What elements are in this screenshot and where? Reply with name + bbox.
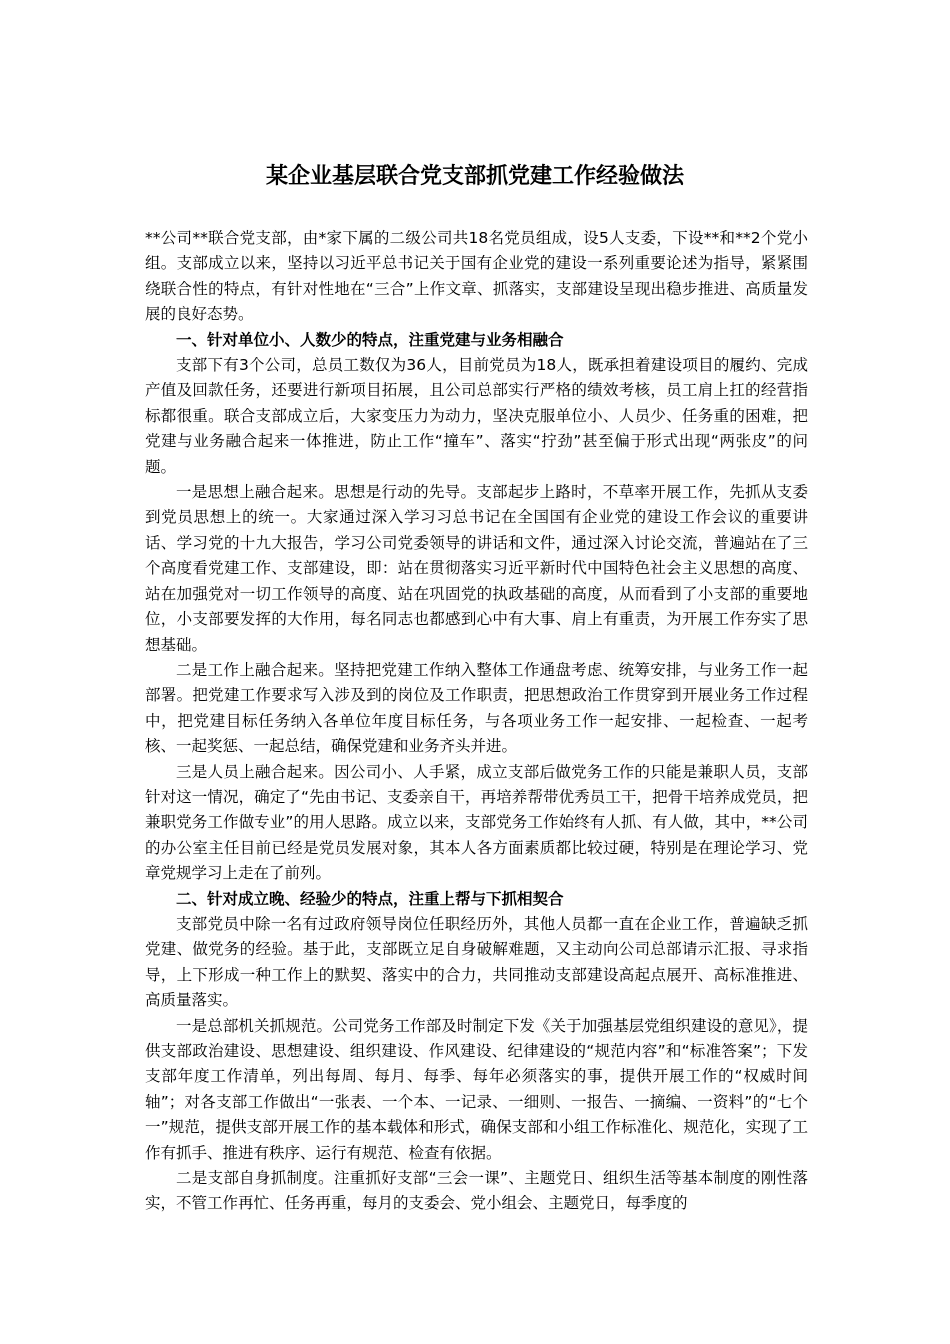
intro-paragraph: **公司**联合党支部，由*家下属的二级公司共18名党员组成，设5人支委，下设**和**2个党小组。支部成立以来，坚持以习近平总书记关于国有企业党的建设一系列重要论述为指导，紧紧围绕联合性的特点，有针对性地在“三合”上作文章、抓落实，支部建设呈现出稳步推进、高质量发展的良好态势。 — [145, 229, 808, 324]
document-title: 某企业基层联合党支部抓党建工作经验做法 — [265, 164, 684, 189]
body-paragraph: 支部党员中除一名有过政府领导岗位任职经历外，其他人员都一直在企业工作，普遍缺乏抓党建、做党务的经验。基于此，支部既立足自身破解难题，又主动向公司总部请示汇报、寻求指导，上下形成一种工作上的默契、落实中的合力，共同推动支部建设高起点展开、高标准推进、高质量落实。 — [145, 914, 808, 1010]
section-heading-1: 一、针对单位小、人数少的特点，注重党建与业务相融合 — [176, 330, 564, 349]
section-heading-2: 二、针对成立晚、经验少的特点，注重上帮与下抓相契合 — [176, 889, 564, 908]
body-paragraph: 一是思想上融合起来。思想是行动的先导。支部起步上路时，不草率开展工作，先抓从支委到党员思想上的统一。大家通过深入学习习总书记在全国国有企业党的建设工作会议的重要讲话、学习党的十九大报告，学习公司党委领导的讲话和文件，通过深入讨论交流，普遍站在了三个高度看党建工作、支部建设，即：站在贯彻落实习近平新时代中国特色社会主义思想的高度、站在加强党对一切工作领导的高度、站在巩固党的执政基础的高度，从而看到了小支部的重要地位，小支部要发挥的大作用，每名同志也都感到心中有大事、肩上有重责，为开展工作夯实了思想基础。 — [145, 483, 808, 654]
body-paragraph: 二是支部自身抓制度。注重抓好支部“三会一课”、主题党日、组织生活等基本制度的刚性落实，不管工作再忙、任务再重，每月的支委会、党小组会、主题党日，每季度的 — [145, 1169, 808, 1213]
document-body — [145, 226, 808, 1217]
body-paragraph: 一是总部机关抓规范。公司党务工作部及时制定下发《关于加强基层党组织建设的意见》，提供支部政治建设、思想建设、组织建设、作风建设、纪律建设的“规范内容”和“标准答案”；下发支部年度工作清单，列出每周、每月、每季、每年必须落实的事，提供开展工作的“权威时间轴”；对各支部工作做出“一张表、一个本、一记录、一细则、一报告、一摘编、一资料”的“七个一”规范，提供支部开展工作的基本载体和形式，确保支部和小组工作标准化、规范化，实现了工作有抓手、推进有秩序、运行有规范、检查有依据。 — [145, 1016, 808, 1162]
body-paragraph: 支部下有3个公司，总员工数仅为36人，目前党员为18人，既承担着建设项目的履约、完成产值及回款任务，还要进行新项目拓展，且公司总部实行严格的绩效考核，员工肩上扛的经营指标都很重。联合支部成立后，大家变压力为动力，坚决克服单位小、人员少、任务重的困难，把党建与业务融合起来一体推进，防止工作“撞车”、落实“拧劲”甚至偏于形式出现“两张皮”的问题。 — [145, 356, 808, 476]
body-paragraph: 三是人员上融合起来。因公司小、人手紧，成立支部后做党务工作的只能是兼职人员，支部针对这一情况，确定了“先由书记、支委亲自干，再培养帮带优秀员工干，把骨干培养成党员，把兼职党务工作做专业”的用人思路。成立以来，支部党务工作始终有人抓、有人做，其中，**公司的办公室主任目前已经是党员发展对象，其本人各方面素质都比较过硬，特别是在理论学习、党章党规学习上走在了前列。 — [145, 762, 808, 883]
body-paragraph: 二是工作上融合起来。坚持把党建工作纳入整体工作通盘考虑、统筹安排，与业务工作一起部署。把党建工作要求写入涉及到的岗位及工作职责，把思想政治工作贯穿到开展业务工作过程中，把党建目标任务纳入各单位年度目标任务，与各项业务工作一起安排、一起检查、一起考核、一起奖惩、一起总结，确保党建和业务齐头并进。 — [145, 660, 808, 756]
